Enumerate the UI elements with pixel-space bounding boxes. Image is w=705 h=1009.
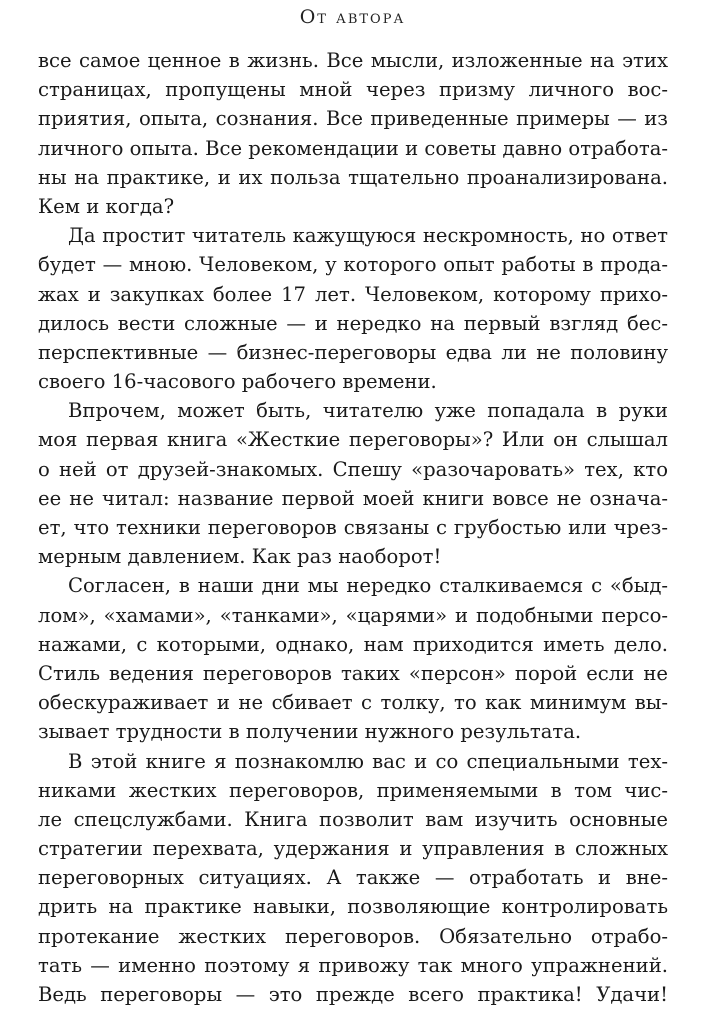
text-line: В этой книге я познакомлю вас и со специальными тех-: [68, 749, 668, 773]
text-line: нажами, с которыми, однако, нам приходится иметь дело.: [38, 632, 668, 656]
text-line: ее не читал: название первой моей книги вовсе не означа-: [38, 486, 668, 510]
text-line: лом», «хамами», «танками», «царями» и подобными персо-: [38, 603, 668, 627]
text-line: обескураживает и не сбивает с толку, то как минимум вы-: [38, 691, 668, 715]
text-line: будет — мною. Человеком, у которого опыт работы в прода-: [38, 253, 668, 277]
text-line: мерным давлением. Как раз наоборот!: [38, 545, 442, 569]
text-line: Согласен, в наши дни мы нередко сталкиваемся с «быд-: [68, 574, 668, 598]
text-line: о ней от друзей-знакомых. Спешу «разочаровать» тех, кто: [38, 457, 668, 481]
text-line: Ведь переговоры — это прежде всего практика! Удачи!: [38, 983, 668, 1006]
text-line: тать — именно поэтому я привожу так много упражнений.: [38, 953, 668, 977]
text-line: ет, что техники переговоров связаны с грубостью или чрез-: [38, 516, 668, 539]
text-line: никами жестких переговоров, применяемыми в том чис-: [38, 778, 668, 802]
text-line: стратегии перехвата, удержания и управления в сложных: [38, 837, 668, 861]
text-line: страницах, пропущены мной через призму личного вос-: [38, 78, 668, 102]
text-line: зывает трудности в получении нужного результата.: [38, 720, 582, 744]
text-line: все самое ценное в жизнь. Все мысли, изложенные на этих: [38, 49, 668, 72]
text-line: моя первая книга «Жесткие переговоры»? Или он слышал: [38, 428, 668, 452]
body-text: [38, 46, 668, 1009]
text-line: протекание жестких переговоров. Обязательно отрабо-: [38, 924, 668, 948]
text-line: приятия, опыта, сознания. Все приведенные примеры — из: [38, 107, 668, 131]
text-line: Стиль ведения переговоров таких «персон» порой если не: [38, 661, 668, 685]
text-line: перспективные — бизнес-переговоры едва ли не половину: [38, 340, 668, 364]
text-line: переговорных ситуациях. А также — отработать и вне-: [38, 866, 668, 890]
running-head: От автора: [299, 6, 406, 28]
text-line: ны на практике, и их польза тщательно проанализирована.: [38, 165, 668, 189]
text-line: ле спецслужбами. Книга позволит вам изучить основные: [38, 807, 668, 831]
text-line: Кем и когда?: [38, 194, 175, 218]
text-line: своего 16-часового рабочего времени.: [38, 370, 437, 394]
text-line: дрить на практике навыки, позволяющие контролировать: [38, 895, 668, 919]
text-line: личного опыта. Все рекомендации и советы давно отработа-: [38, 136, 668, 160]
text-line: Впрочем, может быть, читателю уже попадала в руки: [68, 399, 668, 423]
text-line: дилось вести сложные — и нередко на первый взгляд бес-: [38, 311, 668, 335]
text-line: Да простит читатель кажущуюся нескромность, но ответ: [68, 224, 668, 248]
text-line: жах и закупках более 17 лет. Человеком, которому прихо-: [38, 282, 668, 306]
